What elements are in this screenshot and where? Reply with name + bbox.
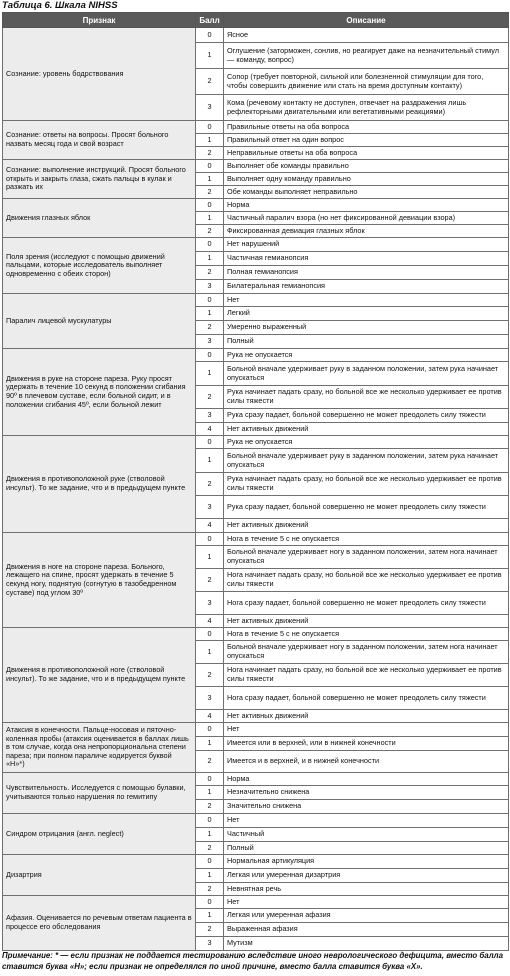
description-cell: Рука не опускается (224, 436, 509, 449)
criterion-cell: Поля зрения (исследуют с помощью движений пальцами, которые исследователь выполняет одновременно с обеих сторон) (3, 238, 196, 294)
description-cell: Частичный (224, 828, 509, 842)
criterion-cell: Чувствительность. Исследуется с помощью булавки, учитываются только нарушения по гемитипу (3, 773, 196, 814)
score-cell: 3 (196, 687, 224, 710)
description-cell: Нога начинает падать сразу, но больной все же несколько удерживает ее против силы тяжести (224, 569, 509, 592)
description-cell: Частичная гемианопсия (224, 252, 509, 266)
score-cell: 2 (196, 923, 224, 937)
description-cell: Нет (224, 723, 509, 737)
table-row (3, 855, 509, 869)
score-cell: 2 (196, 186, 224, 199)
description-cell: Выполняет обе команды правильно (224, 160, 509, 173)
table-row (3, 28, 509, 43)
description-cell: Оглушение (заторможен, сонлив, но реагирует даже на незначительный стимул — команду, вопрос) (224, 43, 509, 69)
score-cell: 3 (196, 592, 224, 615)
score-cell: 0 (196, 628, 224, 641)
description-cell: Имеется или в верхней, или в нижней конечности (224, 737, 509, 751)
table-row (3, 294, 509, 307)
score-cell: 0 (196, 160, 224, 173)
description-cell: Нога в течение 5 с не опускается (224, 533, 509, 546)
score-cell: 4 (196, 710, 224, 723)
table-row (3, 896, 509, 909)
score-cell: 2 (196, 266, 224, 280)
score-cell: 3 (196, 95, 224, 121)
description-cell: Умеренно выраженный (224, 321, 509, 335)
description-cell: Частичный паралич взора (но нет фиксированной девиации взора) (224, 212, 509, 225)
score-cell: 0 (196, 294, 224, 307)
criterion-cell: Паралич лицевой мускулатуры (3, 294, 196, 349)
criterion-cell: Движения в ноге на стороне пареза. Больного, лежащего на спине, просят удержать в течение 5 секунд ногу, поднятую (согнутую в тазобедренном суставе) под углом 30º (3, 533, 196, 628)
score-cell: 1 (196, 134, 224, 147)
score-cell: 1 (196, 546, 224, 569)
description-cell: Мутизм (224, 937, 509, 951)
score-cell: 3 (196, 937, 224, 951)
description-cell: Нормальная артикуляция (224, 855, 509, 869)
description-cell: Билатеральная гемианопсия (224, 280, 509, 294)
description-cell: Выполняет одну команду правильно (224, 173, 509, 186)
header-description: Описание (224, 13, 509, 28)
description-cell: Нет активных движений (224, 615, 509, 628)
header-sign: Признак (3, 13, 196, 28)
description-cell: Нога в течение 5 с не опускается (224, 628, 509, 641)
table-row (3, 814, 509, 828)
score-cell: 2 (196, 883, 224, 896)
description-cell: Правильные ответы на оба вопроса (224, 121, 509, 134)
score-cell: 0 (196, 28, 224, 43)
description-cell: Легкая или умеренная дизартрия (224, 869, 509, 883)
description-cell: Больной вначале удерживает ногу в заданном положении, затем нога начинает опускаться (224, 546, 509, 569)
criterion-cell: Сознание: ответы на вопросы. Просят больного назвать месяц года и свой возраст (3, 121, 196, 160)
criterion-cell: Афазия. Оценивается по речевым ответам пациента в процессе его обследования (3, 896, 196, 951)
score-cell: 0 (196, 121, 224, 134)
description-cell: Ясное (224, 28, 509, 43)
description-cell: Имеется и в верхней, и в нижней конечности (224, 751, 509, 773)
criterion-cell: Движения в противоположной руке (стволовой инсульт). То же задание, что и в предыдущем пункте (3, 436, 196, 533)
score-cell: 1 (196, 43, 224, 69)
score-cell: 2 (196, 321, 224, 335)
description-cell: Полный (224, 335, 509, 349)
score-cell: 2 (196, 386, 224, 409)
score-cell: 1 (196, 786, 224, 800)
criterion-cell: Сознание: выполнение инструкций. Просят больного открыть и закрыть глаза, сжать пальцы в кулак и разжать их (3, 160, 196, 199)
description-cell: Рука сразу падает, больной совершенно не может преодолеть силу тяжести (224, 409, 509, 423)
score-cell: 0 (196, 533, 224, 546)
table-row (3, 349, 509, 362)
criterion-cell: Сознание: уровень бодрствования (3, 28, 196, 121)
table-row (3, 533, 509, 546)
description-cell: Нет активных движений (224, 519, 509, 533)
score-cell: 1 (196, 212, 224, 225)
criterion-cell: Атаксия в конечности. Пальце-носовая и пяточно-коленная пробы (атаксия оценивается в баллах лишь в том случае, когда она непропорциональна степени пареза; при полном параличе кодируется буквой «Н»*) (3, 723, 196, 773)
description-cell: Нога сразу падает, больной совершенно не может преодолеть силу тяжести (224, 687, 509, 710)
criterion-cell: Синдром отрицания (англ. neglect) (3, 814, 196, 855)
description-cell: Правильный ответ на один вопрос (224, 134, 509, 147)
description-cell: Полная гемианопсия (224, 266, 509, 280)
description-cell: Сопор (требует повторной, сильной или болезненной стимуляции для того, чтобы совершить движение или стать на время доступным контакту) (224, 69, 509, 95)
table-row (3, 199, 509, 212)
score-cell: 2 (196, 69, 224, 95)
score-cell: 2 (196, 842, 224, 855)
description-cell: Невнятная речь (224, 883, 509, 896)
criterion-cell: Движения глазных яблок (3, 199, 196, 238)
score-cell: 4 (196, 519, 224, 533)
description-cell: Неправильные ответы на оба вопроса (224, 147, 509, 160)
score-cell: 1 (196, 828, 224, 842)
score-cell: 2 (196, 751, 224, 773)
table-body (3, 28, 509, 951)
table-row (3, 121, 509, 134)
description-cell: Норма (224, 199, 509, 212)
table-row (3, 628, 509, 641)
score-cell: 1 (196, 252, 224, 266)
table-title: Таблица 6. Шкала NIHSS (2, 0, 118, 11)
score-cell: 2 (196, 664, 224, 687)
description-cell: Фиксированная девиация глазных яблок (224, 225, 509, 238)
score-cell: 2 (196, 569, 224, 592)
description-cell: Рука начинает падать сразу, но больной все же несколько удерживает ее против силы тяжести (224, 386, 509, 409)
description-cell: Легкий (224, 307, 509, 321)
description-cell: Больной вначале удерживает ногу в заданном положении, затем нога начинает опускаться (224, 641, 509, 664)
description-cell: Значительно снижена (224, 800, 509, 814)
score-cell: 0 (196, 896, 224, 909)
description-cell: Норма (224, 773, 509, 786)
description-cell: Нет (224, 896, 509, 909)
description-cell: Нет (224, 294, 509, 307)
score-cell: 0 (196, 814, 224, 828)
score-cell: 1 (196, 307, 224, 321)
score-cell: 1 (196, 909, 224, 923)
description-cell: Обе команды выполняет неправильно (224, 186, 509, 199)
description-cell: Незначительно снижена (224, 786, 509, 800)
score-cell: 3 (196, 496, 224, 519)
score-cell: 0 (196, 723, 224, 737)
description-cell: Полный (224, 842, 509, 855)
description-cell: Нога сразу падает, больной совершенно не может преодолеть силу тяжести (224, 592, 509, 615)
table-row (3, 238, 509, 252)
description-cell: Больной вначале удерживает руку в заданном положении, затем рука начинает опускаться (224, 362, 509, 386)
description-cell: Нет нарушений (224, 238, 509, 252)
score-cell: 2 (196, 800, 224, 814)
score-cell: 0 (196, 855, 224, 869)
score-cell: 3 (196, 335, 224, 349)
score-cell: 4 (196, 615, 224, 628)
score-cell: 4 (196, 423, 224, 436)
score-cell: 2 (196, 225, 224, 238)
criterion-cell: Дизартрия (3, 855, 196, 896)
score-cell: 3 (196, 280, 224, 294)
table-row (3, 723, 509, 737)
description-cell: Рука не опускается (224, 349, 509, 362)
nihss-table (2, 12, 509, 951)
score-cell: 2 (196, 473, 224, 496)
description-cell: Рука сразу падает, больной совершенно не может преодолеть силу тяжести (224, 496, 509, 519)
score-cell: 0 (196, 436, 224, 449)
description-cell: Нет активных движений (224, 423, 509, 436)
score-cell: 2 (196, 147, 224, 160)
table-row (3, 436, 509, 449)
description-cell: Кома (речевому контакту не доступен, отвечает на раздражения лишь рефлекторными двигательными или вегетативными реакциями) (224, 95, 509, 121)
description-cell: Выраженная афазия (224, 923, 509, 937)
description-cell: Нет активных движений (224, 710, 509, 723)
score-cell: 1 (196, 449, 224, 473)
criterion-cell: Движения в руке на стороне пареза. Руку просят удержать в течение 10 секунд в положении сгибания 90º в плечевом суставе, если больной сидит, и в положении сгибания 45º, если больной лежит (3, 349, 196, 436)
description-cell: Легкая или умеренная афазия (224, 909, 509, 923)
table-row (3, 773, 509, 786)
footnote-text: * — если признак не поддается тестированию вследствие иного неврологического дефицита, вместо балла ставится буква «Н»; если признак не определялся по иной причине, вместо балла ставится буква «Х». (2, 951, 503, 971)
score-cell: 1 (196, 869, 224, 883)
score-cell: 0 (196, 199, 224, 212)
score-cell: 1 (196, 641, 224, 664)
description-cell: Рука начинает падать сразу, но больной все же несколько удерживает ее против силы тяжести (224, 473, 509, 496)
header-score: Балл (196, 13, 224, 28)
table-header-row (3, 13, 509, 28)
description-cell: Нет (224, 814, 509, 828)
score-cell: 1 (196, 362, 224, 386)
score-cell: 0 (196, 238, 224, 252)
description-cell: Больной вначале удерживает руку в заданном положении, затем рука начинает опускаться (224, 449, 509, 473)
criterion-cell: Движения в противоположной ноге (стволовой инсульт). То же задание, что и в предыдущем пункте (3, 628, 196, 723)
footnote (2, 950, 508, 972)
score-cell: 0 (196, 349, 224, 362)
table-row (3, 160, 509, 173)
footnote-label: Примечание: (2, 951, 53, 960)
score-cell: 3 (196, 409, 224, 423)
description-cell: Нога начинает падать сразу, но больной все же несколько удерживает ее против силы тяжести (224, 664, 509, 687)
score-cell: 1 (196, 737, 224, 751)
score-cell: 1 (196, 173, 224, 186)
score-cell: 0 (196, 773, 224, 786)
